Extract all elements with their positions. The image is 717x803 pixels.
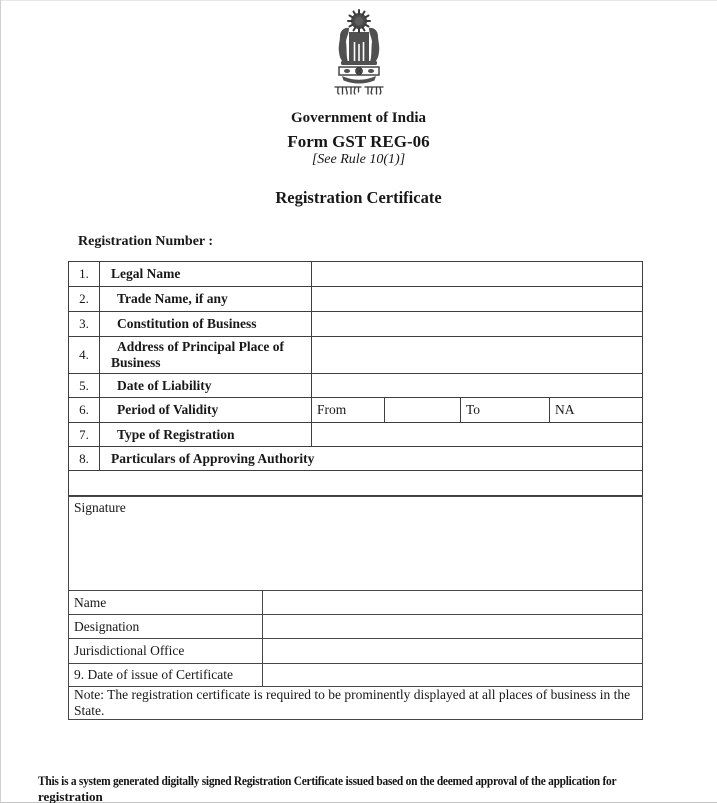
form-number-heading: Form GST REG-06 [287,132,430,151]
row-label: Particulars of Approving Authority [100,447,643,471]
table-row [69,664,643,687]
row-number: 4. [69,337,100,374]
row-number: 3. [69,312,100,337]
table-row [69,337,643,374]
row-number: 7. [69,423,100,447]
government-of-india-heading: Government of India [291,110,426,126]
value-cell [263,664,643,687]
row-label: Address of Principal Place of Business [100,337,312,374]
to-label: To [461,398,550,423]
row-number: 6. [69,398,100,423]
row-number: 2. [69,287,100,312]
row-label: Designation [69,615,263,639]
emblem-motto [335,87,383,94]
table-row [69,591,643,615]
value-cell [263,615,643,639]
table-row [69,639,643,664]
rule-reference: [See Rule 10(1)] [311,152,406,167]
details-table [68,261,643,496]
signature-table [68,496,643,720]
table-row [69,615,643,639]
value-cell [312,374,643,398]
footer-line-1: This is a system generated digitally signed Registration Certificate issued based on the deemed approval of the application for [38,773,617,788]
from-value-cell [385,398,461,423]
row-number: 1. [69,262,100,287]
table-row [69,262,643,287]
table-row [69,447,643,471]
note-text: Note: The registration certificate is required to be prominently displayed at all places of business in the State. [69,687,643,720]
table-row-blank [69,471,643,496]
row-number: 8. [69,447,100,471]
table-row [69,374,643,398]
row-label: Type of Registration [100,423,312,447]
row-label: Trade Name, if any [100,287,312,312]
blank-cell [69,471,643,496]
table-row [69,423,643,447]
registration-number-label: Registration Number : [78,234,214,249]
table-row [69,312,643,337]
to-value-cell: NA [550,398,643,423]
value-cell [263,639,643,664]
row-label: Date of Liability [100,374,312,398]
value-cell [263,591,643,615]
emblem-of-india-icon [333,83,385,100]
table-row-period-of-validity [69,398,643,423]
footer-statement [38,773,717,803]
value-cell [312,287,643,312]
row-label: Jurisdictional Office [69,639,263,664]
certificate-title: Registration Certificate [275,188,442,207]
signature-label: Signature [69,497,643,591]
from-label: From [312,398,385,423]
row-label: Period of Validity [100,398,312,423]
table-row [69,287,643,312]
value-cell [312,337,643,374]
note-row [69,687,643,720]
value-cell [312,312,643,337]
row-label: 9. Date of issue of Certificate [69,664,263,687]
row-label: Name [69,591,263,615]
value-cell [312,423,643,447]
row-number: 5. [69,374,100,398]
value-cell [312,262,643,287]
row-label: Legal Name [100,262,312,287]
footer-line-2: registration [38,789,103,803]
emblem-block [0,8,717,98]
header-block [0,110,717,207]
signature-row [69,497,643,591]
row-label: Constitution of Business [100,312,312,337]
